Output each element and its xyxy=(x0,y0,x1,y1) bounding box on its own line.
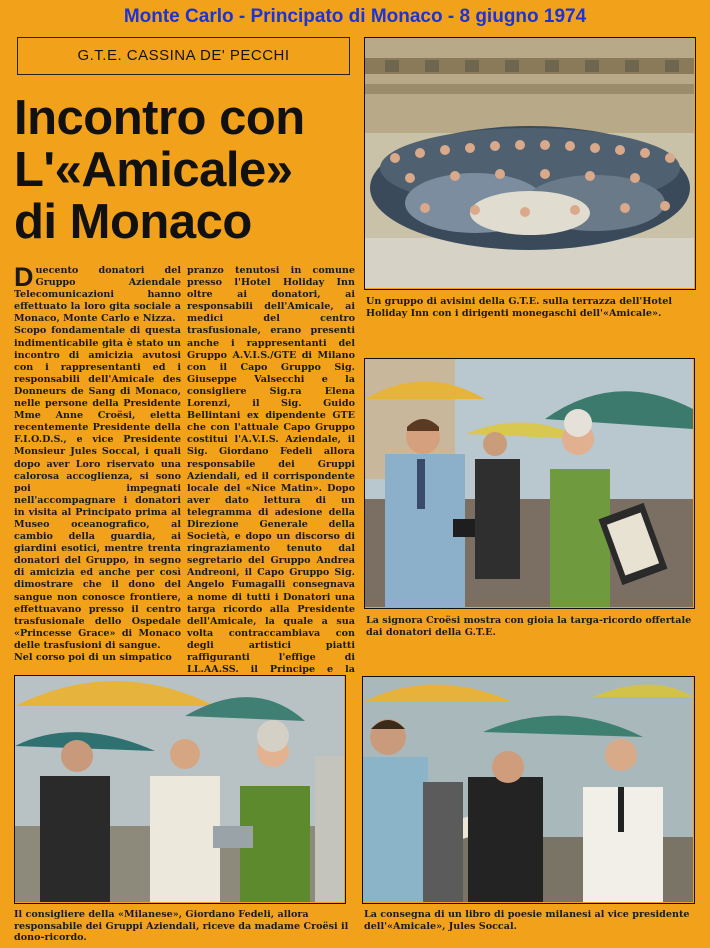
headline-line: Incontro con xyxy=(14,91,305,145)
paragraph: uecento donatori del Gruppo Aziendale Telecomunicazioni hanno effettuato la loro gita sociale a Monaco, Monte Carlo e Nizza. xyxy=(14,265,181,325)
paragraph: Scopo fondamentale di questa indimenticabile gita è stato un incontro di amicizia avutosi con i rappresentanti ed i responsabili dell'Amicale des Donneurs de Sang di Monaco, nelle persone della Presidente Mme Anne Croësi, eletta recentemente Presidente della F.I.O.D.S., e vice Presidente Monsieur Jules Soccal, i quali dopo aver Loro riservato una calorosa accoglienza, si sono poi impegnati nell'accompagnare i donatori in visita al Principato prima al Museo oceanografico, al cambio della guardia, ai giardini esotici, mentre trenta donatori del Gruppo, in segno di amicizia ed anche per così dimostrare che il dono del sangue non conosce frontiere, effettuavano presso il centro trasfusionale dello Ospedale «Princesse Grace» di Monaco delle trasfusioni di sangue. xyxy=(14,325,181,651)
group-photo xyxy=(364,37,696,290)
photo-caption: La signora Croësi mostra con gioia la targa-ricordo offertale dai donatori della G.T.E. xyxy=(366,615,692,638)
paragraph: pranzo tenutosi in comune presso l'Hotel Holiday Inn oltre ai donatori, ai responsabili dell'Amicale, ai medici del centro trasfusionale, erano presenti anche i rappresentanti del Gruppo A.V.I.S./GTE di Milano con il Capo Gruppo Sig. Giuseppe Valsecchi e la consigliere Sig.ra Elena Lorenzi, il Sig. Guido Bellintani ex dipendente GTE che con l'attuale Capo Gruppo costitui l'A.V.I.S. Aziendale, il Sig. Giordano Fedeli allora responsabile dei Gruppi Aziendali, ed il corrispondente locale del «Nice Matin». Dopo aver dato lettura di un telegramma di adesione della Direzione Generale della Società, e dopo un discorso di ringraziamento tenuto dal segretario del Gruppo Andrea Andreoni, il Capo Gruppo Sig. Angelo Fumagalli consegnava a nome di tutti i Donatori una targa ricordo alla Presidente dell'Amicale, la quale a sua volta contraccambiava con degli artistici piatti raffiguranti l'effige di LL.AA.SS. il Principe e la xyxy=(187,265,355,676)
drop-cap: D xyxy=(14,262,34,292)
photo-caption: La consegna di un libro di poesie milanesi al vice presidente dell'«Amicale», Jules Soccal. xyxy=(364,909,690,932)
book-photo xyxy=(362,676,695,904)
headline xyxy=(14,92,354,248)
headline-line: L'«Amicale» xyxy=(14,143,293,197)
headline-line: di Monaco xyxy=(14,195,252,249)
gift-photo xyxy=(14,675,346,904)
page-header: Monte Carlo - Principato di Monaco - 8 giugno 1974 xyxy=(123,6,587,27)
plaque-photo xyxy=(364,358,695,609)
paragraph: Nel corso poi di un simpatico xyxy=(14,652,172,663)
section-kicker: G.T.E. CASSINA DE' PECCHI xyxy=(17,37,350,75)
photo-caption: Un gruppo di avisini della G.T.E. sulla terrazza dell'Hotel Holiday Inn con i dirigenti monegaschi dell'«Amicale». xyxy=(366,296,673,319)
photo-caption: Il consigliere della «Milanese», Giordano Fedeli, allora responsabile dei Gruppi Aziendali, riceve da madame Croësi il dono-ricordo. xyxy=(14,909,349,943)
article-column-1 xyxy=(14,262,181,664)
article-column-2 xyxy=(187,265,355,688)
